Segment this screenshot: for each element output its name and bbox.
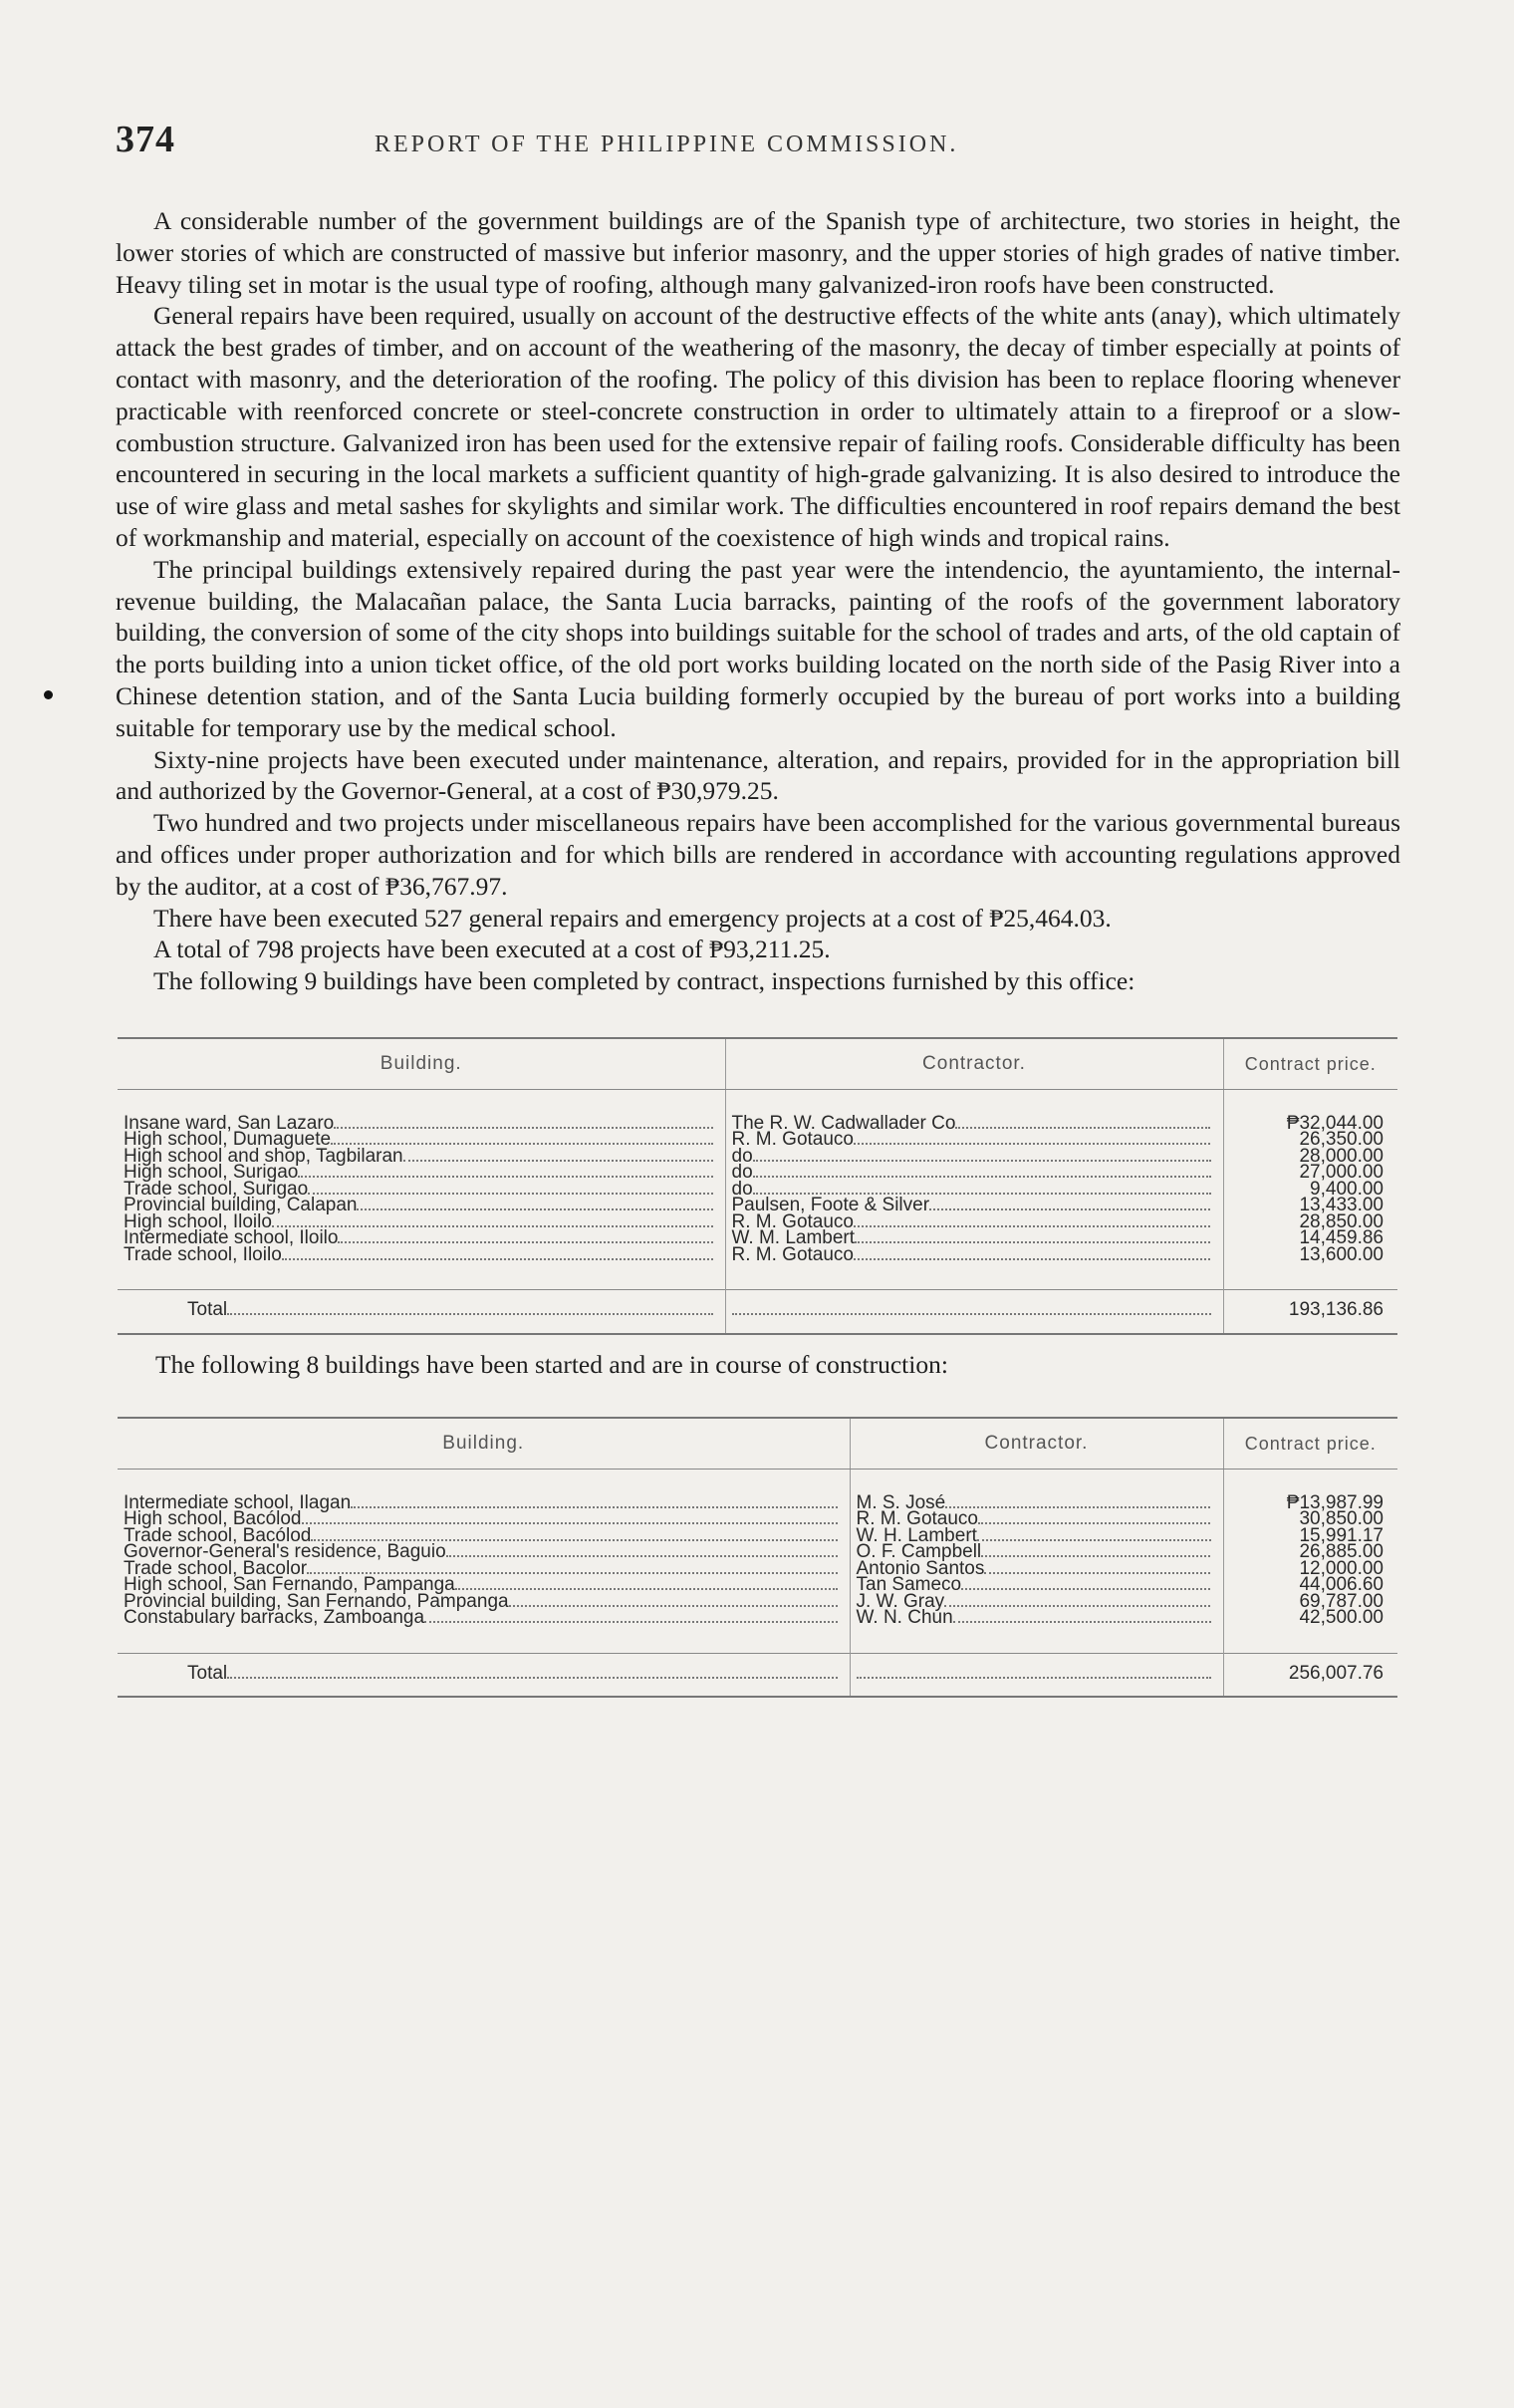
contractor-cell: Paulsen, Foote & Silver — [725, 1198, 1223, 1214]
paragraph: Sixty-nine projects have been executed under maintenance, alteration, and repairs, provided for in the appropriation bill and authorized by the Governor-General, at a cost of ₱30,979.25. — [116, 744, 1400, 806]
total-label: Total — [118, 1290, 725, 1334]
building-cell: Intermediate school, Iloilo — [118, 1230, 725, 1247]
building-cell: Trade school, Bacolor — [118, 1561, 850, 1578]
price-cell: 27,000.00 — [1299, 1162, 1384, 1184]
completed-buildings-table — [118, 1037, 1397, 1335]
table-row — [118, 1544, 1397, 1561]
price-cell: ₱32,044.00 — [1286, 1112, 1384, 1134]
contractor-cell: W. N. Chun — [850, 1610, 1223, 1627]
total-price: 193,136.86 — [1223, 1290, 1397, 1334]
table-body — [118, 1469, 1397, 1697]
page-number: 374 — [116, 119, 175, 160]
total-label: Total — [118, 1653, 850, 1697]
table-row — [118, 1610, 1397, 1627]
building-cell: High school and shop, Tagbilaran — [118, 1149, 725, 1166]
column-header-building: Building. — [118, 1418, 850, 1470]
price-cell: 9,400.00 — [1310, 1178, 1384, 1200]
column-header-contractor: Contractor. — [725, 1038, 1223, 1090]
contractor-cell: R. M. Gotauco — [725, 1247, 1223, 1264]
contractor-cell: O. F. Campbell — [850, 1544, 1223, 1561]
table-row — [118, 1165, 1397, 1182]
building-cell: High school, San Fernando, Pampanga — [118, 1577, 850, 1594]
building-cell: Trade school, Iloilo — [118, 1247, 725, 1264]
paragraph: There have been executed 527 general repairs and emergency projects at a cost of ₱25,464.03. — [153, 903, 1112, 933]
price-cell: 28,000.00 — [1299, 1145, 1384, 1167]
price-cell: ₱13,987.99 — [1286, 1491, 1384, 1513]
page-header — [116, 118, 1400, 177]
price-cell: 44,006.60 — [1299, 1574, 1384, 1596]
price-cell: 69,787.00 — [1299, 1590, 1384, 1612]
table-header-row — [118, 1418, 1397, 1470]
building-cell: Constabulary barracks, Zamboanga — [118, 1610, 850, 1627]
table-row — [118, 1149, 1397, 1166]
paragraph: A considerable number of the government buildings are of the Spanish type of architecture, two stories in height, the lower stories of which are constructed of massive but inferior masonry, and the upper stories of high grades of native timber. Heavy tiling set in motar is the usual type of roofing, although many galvanized-iron roofs have been constructed. — [116, 206, 1400, 299]
total-row — [118, 1653, 1397, 1697]
table-row — [118, 1495, 1397, 1512]
price-cell: 15,991.17 — [1299, 1524, 1384, 1546]
paragraph: General repairs have been required, usually on account of the destructive effects of the white ants (anay), which ultimately attack the best grades of timber, and on account of the weathering of the masonry, the decay of timber especially at points of contact with masonry, and the deterioration of the roofing. The policy of this division has been to replace flooring whenever practicable with reenforced concrete or steel-concrete construction in order to ultimately attain to a fireproof or a slow-combustion structure. Galvanized iron has been used for the extensive repair of failing roofs. Considerable difficulty has been encountered in securing in the local markets a sufficient quantity of high-grade galvanizing. It is also desired to introduce the use of wire glass and metal sashes for skylights and similar work. The difficulties encountered in roof repairs demand the best of workmanship and material, especially on account of the coexistence of high winds and tropical rains. — [116, 301, 1400, 552]
building-cell: Insane ward, San Lazaro — [118, 1116, 725, 1133]
table-body — [118, 1089, 1397, 1334]
price-cell: 42,500.00 — [1299, 1607, 1384, 1629]
building-cell: Trade school, Bacólod — [118, 1528, 850, 1545]
price-cell: 28,850.00 — [1299, 1210, 1384, 1232]
paragraph: A total of 798 projects have been executed at a cost of ₱93,211.25. — [153, 935, 831, 964]
building-cell: High school, Iloilo — [118, 1214, 725, 1231]
table-header-row — [118, 1038, 1397, 1090]
contractor-cell: R. M. Gotauco — [850, 1511, 1223, 1528]
building-cell: Intermediate school, Ilagan — [118, 1495, 850, 1512]
contractor-cell: do — [725, 1182, 1223, 1199]
price-cell: 13,433.00 — [1299, 1195, 1384, 1216]
building-cell: Provincial building, Calapan — [118, 1198, 725, 1214]
under-construction-table — [118, 1417, 1397, 1699]
price-cell: 14,459.86 — [1299, 1227, 1384, 1249]
building-cell: Provincial building, San Fernando, Pampanga — [118, 1594, 850, 1611]
column-header-price: Contract price. — [1223, 1418, 1397, 1470]
total-row — [118, 1290, 1397, 1334]
document-page — [116, 118, 1400, 1698]
paragraph: Two hundred and two projects under miscellaneous repairs have been accomplished for the various governmental bureaus and offices under proper authorization and for which bills are rendered in accordance with accounting regulations approved by the auditor, at a cost of ₱36,767.97. — [116, 808, 1400, 901]
price-cell: 13,600.00 — [1299, 1243, 1384, 1265]
contractor-cell: W. H. Lambert — [850, 1528, 1223, 1545]
total-price: 256,007.76 — [1223, 1653, 1397, 1697]
building-cell: Governor-General's residence, Baguio — [118, 1544, 850, 1561]
price-cell: 26,350.00 — [1299, 1129, 1384, 1151]
column-header-contractor: Contractor. — [850, 1418, 1223, 1470]
price-cell: 30,850.00 — [1299, 1508, 1384, 1530]
column-header-building: Building. — [118, 1038, 725, 1090]
contractor-cell: R. M. Gotauco — [725, 1214, 1223, 1231]
contractor-cell: do — [725, 1149, 1223, 1166]
building-cell: High school, Bacólod — [118, 1511, 850, 1528]
contractor-cell: The R. W. Cadwallader Co — [725, 1116, 1223, 1133]
contractor-cell: J. W. Gray — [850, 1594, 1223, 1611]
stray-ink-dot — [44, 690, 53, 699]
price-cell: 26,885.00 — [1299, 1541, 1384, 1563]
running-title: REPORT OF THE PHILIPPINE COMMISSION. — [375, 132, 959, 157]
table2-intro: The following 8 buildings have been started and are in course of construction: — [155, 1349, 948, 1379]
table-row — [118, 1247, 1397, 1264]
body-text — [116, 205, 1400, 997]
contractor-cell: do — [725, 1165, 1223, 1182]
building-cell: High school, Dumaguete — [118, 1132, 725, 1149]
paragraph: The principal buildings extensively repaired during the past year were the intendencio, the ayuntamiento, the internal-revenue building, the Malacañan palace, the Santa Lucia barracks, painting of the roofs of the government laboratory building, the conversion of some of the city shops into buildings suitable for the school of trades and arts, of the old captain of the ports building into a union ticket office, of the old port works building located on the north side of the Pasig River into a Chinese detention station, and of the Santa Lucia building formerly occupied by the bureau of port works into a building suitable for temporary use by the medical school. — [116, 554, 1400, 742]
contractor-cell: M. S. José — [850, 1495, 1223, 1512]
contractor-cell: W. M. Lambert — [725, 1230, 1223, 1247]
building-cell: High school, Surigao — [118, 1165, 725, 1182]
contractor-cell: Tan Sameco — [850, 1577, 1223, 1594]
building-cell: Trade school, Surigao — [118, 1182, 725, 1199]
contractor-cell: Antonio Santos — [850, 1561, 1223, 1578]
price-cell: 12,000.00 — [1299, 1557, 1384, 1579]
column-header-price: Contract price. — [1223, 1038, 1397, 1090]
contractor-cell: R. M. Gotauco — [725, 1132, 1223, 1149]
paragraph: The following 9 buildings have been completed by contract, inspections furnished by this office: — [153, 966, 1136, 996]
